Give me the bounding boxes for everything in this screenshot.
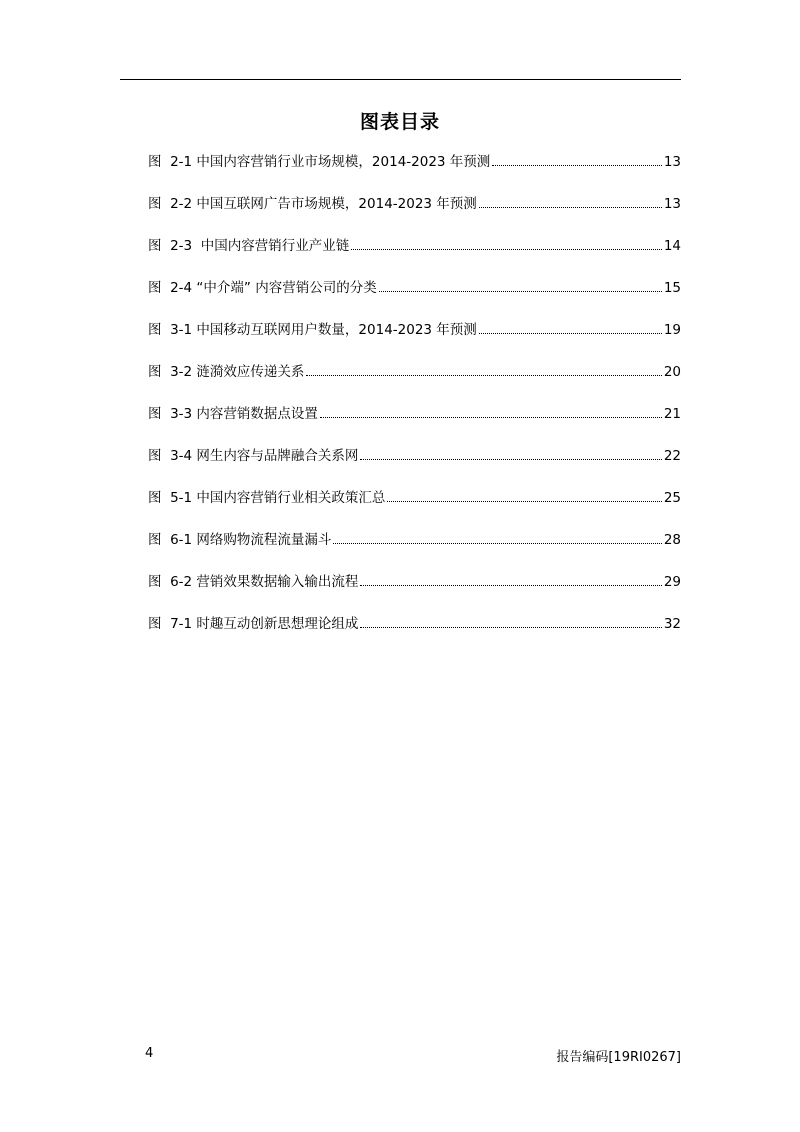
- dot-leader: [479, 333, 662, 334]
- page-number: 4: [145, 1046, 154, 1061]
- dot-leader: [387, 501, 661, 502]
- toc-entry[interactable]: [148, 234, 681, 276]
- toc-entry[interactable]: [148, 276, 681, 318]
- header-rule: [120, 79, 681, 80]
- toc-entry-label: 图 6-2 营销效果数据输入输出流程: [148, 574, 359, 590]
- toc-entry[interactable]: [148, 318, 681, 360]
- toc-entry-label: 图 3-4 网生内容与品牌融合关系网: [148, 448, 359, 464]
- figure-list: [148, 150, 681, 654]
- toc-entry[interactable]: [148, 486, 681, 528]
- dot-leader: [360, 459, 661, 460]
- toc-entry[interactable]: [148, 528, 681, 570]
- dot-leader: [492, 165, 662, 166]
- toc-entry-label: 图 7-1 时趣互动创新思想理论组成: [148, 616, 359, 632]
- toc-entry[interactable]: [148, 402, 681, 444]
- dot-leader: [333, 543, 661, 544]
- toc-entry-label: 图 2-1 中国内容营销行业市场规模，2014-2023 年预测: [148, 154, 491, 170]
- toc-entry-page: 32: [663, 616, 681, 632]
- toc-entry-page: 14: [663, 238, 681, 254]
- toc-entry-label: 图 2-3 中国内容营销行业产业链: [148, 238, 350, 254]
- toc-entry-label: 图 2-4 “中介端” 内容营销公司的分类: [148, 280, 377, 296]
- toc-entry[interactable]: [148, 612, 681, 654]
- dot-leader: [479, 207, 662, 208]
- toc-entry-page: 15: [663, 280, 681, 296]
- toc-entry-label: 图 6-1 网络购物流程流量漏斗: [148, 532, 332, 548]
- toc-entry-label: 图 3-2 涟漪效应传递关系: [148, 364, 305, 380]
- dot-leader: [306, 375, 661, 376]
- toc-entry[interactable]: [148, 150, 681, 192]
- dot-leader: [360, 627, 661, 628]
- toc-entry-page: 19: [663, 322, 681, 338]
- toc-entry[interactable]: [148, 570, 681, 612]
- dot-leader: [360, 585, 661, 586]
- toc-entry[interactable]: [148, 360, 681, 402]
- page-title: 图表目录: [359, 111, 440, 133]
- toc-entry[interactable]: [148, 444, 681, 486]
- toc-entry-page: 13: [663, 154, 681, 170]
- toc-entry-page: 28: [663, 532, 681, 548]
- toc-entry-page: 25: [663, 490, 681, 506]
- dot-leader: [379, 291, 662, 292]
- toc-entry-label: 图 5-1 中国内容营销行业相关政策汇总: [148, 490, 386, 506]
- toc-entry-label: 图 3-3 内容营销数据点设置: [148, 406, 318, 422]
- dot-leader: [351, 249, 662, 250]
- report-code: 报告编码[19RI0267]: [556, 1050, 681, 1065]
- toc-entry-page: 20: [663, 364, 681, 380]
- toc-entry-label: 图 2-2 中国互联网广告市场规模，2014-2023 年预测: [148, 196, 477, 212]
- dot-leader: [320, 417, 662, 418]
- toc-entry-page: 21: [663, 406, 681, 422]
- toc-entry-page: 29: [663, 574, 681, 590]
- toc-entry-label: 图 3-1 中国移动互联网用户数量，2014-2023 年预测: [148, 322, 477, 338]
- toc-entry-page: 22: [663, 448, 681, 464]
- toc-entry-page: 13: [663, 196, 681, 212]
- toc-entry[interactable]: [148, 192, 681, 234]
